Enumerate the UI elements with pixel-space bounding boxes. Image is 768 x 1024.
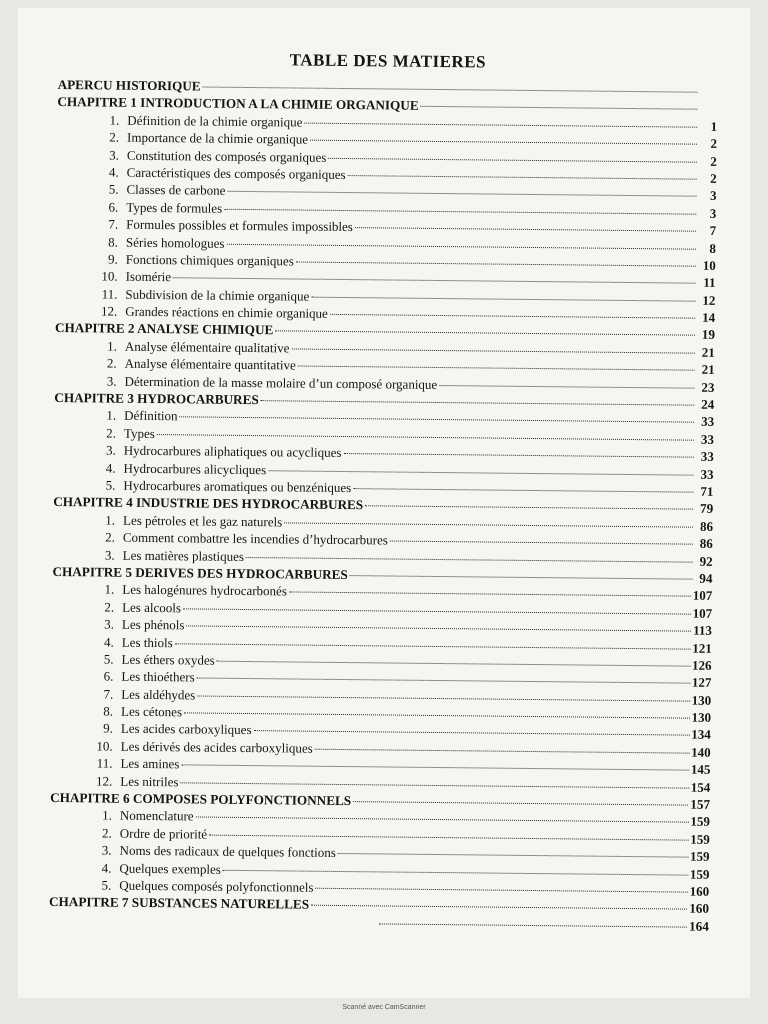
toc-list [49, 76, 718, 935]
dot-leader [289, 592, 691, 597]
dot-leader [180, 417, 695, 423]
toc-label: Les phénols [121, 616, 185, 633]
toc-label: Formules possibles et formules impossibles [126, 216, 354, 235]
toc-item-number: 4. [101, 860, 112, 876]
toc-item-number: 1. [107, 338, 117, 354]
dot-leader [315, 749, 689, 754]
table-of-contents [49, 48, 718, 935]
toc-page-number: 2 [710, 153, 717, 169]
dot-leader [343, 453, 693, 458]
toc-label: Les thiols [121, 634, 173, 650]
toc-item-number: 2. [106, 425, 117, 441]
dot-leader [365, 506, 693, 510]
dot-leader [261, 400, 695, 406]
toc-label: Classes de carbone [126, 182, 226, 199]
toc-item-number: 8. [108, 234, 119, 250]
toc-label: Les aldéhydes [121, 686, 196, 703]
toc-page-number: 160 [689, 901, 710, 917]
toc-label: Analyse élémentaire quantitative [124, 355, 296, 373]
toc-page-number: 130 [691, 709, 712, 725]
dot-leader [421, 106, 698, 110]
toc-item-number: 9. [107, 251, 118, 267]
toc-label: Hydrocarbures alicycliques [123, 460, 267, 477]
toc-item-number: 8. [103, 703, 114, 719]
scanned-page [18, 8, 750, 998]
toc-label: Définition [124, 408, 178, 424]
toc-item-number: 4. [108, 164, 119, 180]
toc-label: Les matières plastiques [122, 547, 245, 564]
dot-leader [390, 541, 693, 545]
toc-page-number: 140 [691, 744, 711, 760]
toc-label: Subdivision de la chimie organique [125, 286, 310, 304]
scanner-watermark: Scanné avec CamScanner [342, 1004, 426, 1011]
toc-item-number: 2. [101, 825, 112, 841]
toc-label: Ordre de priorité [119, 825, 208, 842]
toc-page-number: 157 [690, 796, 711, 812]
dot-leader [353, 801, 688, 806]
toc-page-number: 23 [701, 379, 715, 395]
dot-leader [439, 385, 694, 389]
toc-item-number: 12. [96, 773, 113, 789]
toc-page-number: 2 [710, 136, 718, 152]
toc-label: Types de formules [126, 199, 223, 216]
toc-page-number: 94 [699, 570, 713, 586]
toc-page-number: 159 [689, 866, 710, 882]
toc-label: Les alcools [122, 599, 182, 616]
dot-leader [379, 923, 687, 927]
toc-item-number: 6. [108, 199, 119, 215]
toc-label: CHAPITRE 4 INDUSTRIE DES HYDROCARBURES [53, 494, 364, 513]
toc-label: Quelques composés polyfonctionnels [119, 877, 314, 895]
toc-label: Comment combattre les incendies d’hydrocarbures [122, 529, 388, 548]
dot-leader [291, 348, 694, 353]
dot-leader [184, 712, 689, 718]
toc-label: CHAPITRE 2 ANALYSE CHIMIQUE [54, 320, 274, 338]
toc-page-number: 86 [699, 518, 714, 534]
toc-label: Hydrocarbures aliphatiques ou acycliques [123, 442, 342, 461]
toc-item-number: 7. [103, 686, 114, 702]
dot-leader [304, 122, 697, 127]
toc-page-number: 10 [702, 257, 716, 273]
dot-leader [355, 227, 696, 232]
toc-item-number: 10. [101, 268, 118, 284]
toc-item-number: 3. [104, 547, 115, 563]
toc-item-number: 7. [108, 216, 119, 232]
dot-leader [298, 366, 695, 371]
toc-label: Détermination de la masse molaire d’un composé organique [124, 373, 438, 392]
toc-item-number: 4. [103, 634, 114, 650]
toc-item-number: 1. [104, 581, 115, 597]
toc-label: Importance de la chimie organique [126, 129, 309, 147]
toc-item-number: 2. [105, 529, 115, 545]
dot-leader [275, 331, 695, 336]
toc-item-number: 3. [105, 442, 116, 458]
dot-leader [254, 731, 690, 737]
toc-label: APERCU HISTORIQUE [57, 76, 201, 94]
toc-page-number: 127 [691, 674, 712, 691]
toc-page-number: 160 [689, 883, 710, 899]
toc-page-number: 71 [700, 483, 714, 499]
toc-page-number: 21 [701, 362, 715, 378]
toc-item-number: 6. [103, 668, 114, 684]
toc-label: Hydrocarbures aromatiques ou benzéniques [123, 477, 352, 496]
toc-label: Les dérivés des acides carboxyliques [120, 738, 313, 756]
toc-page-number: 8 [709, 240, 717, 256]
toc-label: Séries homologues [125, 234, 225, 251]
toc-page-number: 159 [690, 814, 711, 830]
toc-page-number: 107 [692, 588, 713, 604]
toc-page-number: 21 [701, 344, 715, 360]
toc-page-number: 121 [692, 640, 712, 656]
dot-leader [311, 905, 687, 910]
dot-leader [310, 140, 697, 145]
toc-item-number: 11. [101, 286, 118, 302]
dot-leader [180, 782, 688, 788]
toc-label: Les halogénures hydrocarbonés [122, 582, 288, 599]
dot-leader [348, 175, 697, 180]
dot-leader [224, 208, 696, 214]
toc-item-number: 10. [96, 738, 113, 754]
toc-item-number: 3. [101, 842, 112, 858]
toc-label: Caractéristiques des composés organiques [126, 164, 346, 182]
dot-leader [173, 278, 695, 284]
toc-item-number: 3. [109, 147, 119, 163]
dot-leader [223, 869, 688, 875]
toc-page-number: 159 [690, 831, 710, 847]
toc-item-number: 3. [106, 373, 117, 389]
dot-leader [227, 243, 696, 249]
toc-page-number: 145 [690, 761, 711, 778]
toc-label: Les nitriles [120, 773, 179, 789]
toc-page-number: 113 [693, 622, 713, 638]
dot-leader [197, 695, 689, 701]
dot-leader [203, 87, 698, 93]
toc-page-number: 130 [691, 692, 712, 708]
toc-page-number: 11 [703, 275, 716, 291]
toc-page-number: 3 [709, 205, 717, 221]
toc-label: Fonctions chimiques organiques [125, 251, 294, 269]
toc-label: Noms des radicaux de quelques fonctions [119, 842, 336, 861]
toc-label: Les acides carboxyliques [120, 721, 252, 738]
toc-label: CHAPITRE 7 SUBSTANCES NATURELLES [48, 894, 310, 913]
dot-leader [268, 470, 693, 475]
toc-page-number: 159 [689, 848, 710, 865]
toc-page-number: 79 [699, 501, 714, 517]
toc-page-number: 164 [688, 918, 709, 934]
dot-leader [157, 434, 694, 441]
toc-label: Isomérie [125, 269, 172, 285]
toc-label: CHAPITRE 1 INTRODUCTION A LA CHIMIE ORGANIQUE [57, 94, 419, 114]
toc-label: Analyse élémentaire qualitative [124, 338, 290, 356]
dot-leader [328, 157, 697, 162]
toc-item-number: 1. [105, 512, 116, 528]
dot-leader [350, 575, 693, 580]
toc-label: Les thioéthers [121, 668, 195, 685]
toc-item-number: 5. [103, 651, 114, 667]
toc-item-number: 5. [101, 877, 112, 893]
toc-page-number: 2 [710, 170, 717, 186]
toc-label: Types [123, 425, 155, 441]
dot-leader [315, 888, 687, 893]
dot-leader [217, 661, 690, 667]
toc-label: Nomenclature [119, 808, 194, 824]
toc-page-number: 3 [709, 188, 717, 204]
toc-item-number: 12. [100, 303, 118, 319]
toc-item-number: 1. [106, 407, 117, 424]
toc-page-number: 154 [690, 779, 711, 795]
toc-page-number: 33 [700, 448, 714, 465]
dot-leader [246, 557, 693, 563]
toc-label: Définition de la chimie organique [127, 112, 303, 130]
toc-label: Quelques exemples [119, 860, 221, 877]
toc-item-number: 2. [106, 355, 117, 371]
toc-page-number: 107 [692, 605, 713, 621]
toc-item-number: 3. [104, 616, 115, 632]
toc-label: CHAPITRE 5 DERIVES DES HYDROCARBURES [52, 563, 348, 583]
toc-item-number: 2. [104, 599, 115, 615]
dot-leader [196, 817, 689, 823]
toc-page-number: 134 [691, 727, 711, 743]
page-title: TABLE DES MATIERES [289, 50, 487, 72]
dot-leader [311, 296, 695, 301]
dot-leader [330, 314, 695, 319]
toc-item-number: 1. [109, 112, 120, 128]
toc-item-number: 4. [105, 460, 116, 476]
toc-item-number: 2. [109, 129, 120, 145]
toc-label: CHAPITRE 3 HYDROCARBURES [54, 390, 259, 408]
toc-page-number: 33 [701, 414, 715, 430]
toc-item-number: 9. [103, 720, 113, 737]
toc-page-number: 12 [702, 292, 716, 308]
dot-leader [227, 191, 696, 197]
dot-leader [197, 678, 690, 684]
dot-leader [209, 834, 688, 840]
toc-page-number: 19 [701, 327, 716, 343]
dot-leader [183, 608, 691, 614]
toc-label: Constitution des composés organiques [126, 147, 327, 165]
toc-item-number: 11. [96, 755, 113, 771]
toc-item-number: 1. [102, 807, 113, 824]
toc-page-number: 24 [701, 396, 715, 412]
toc-page-number: 7 [709, 222, 717, 239]
dot-leader [353, 488, 693, 493]
toc-page-number: 33 [700, 466, 714, 482]
dot-leader [338, 853, 688, 858]
toc-page-number: 86 [699, 535, 713, 552]
dot-leader [186, 625, 691, 631]
toc-page-number: 1 [710, 118, 718, 134]
toc-label: Grandes réactions en chimie organique [125, 303, 328, 321]
dot-leader [181, 765, 689, 771]
toc-page-number: 14 [702, 309, 716, 325]
dot-leader [284, 522, 693, 527]
toc-page-number: 92 [699, 553, 713, 569]
toc-item-number: 5. [105, 477, 116, 493]
toc-label: Les cétones [120, 703, 183, 720]
toc-page-number: 126 [691, 657, 712, 673]
toc-label: Les amines [120, 755, 180, 772]
toc-label: Les éthers oxydes [121, 651, 215, 668]
dot-leader [296, 261, 696, 266]
toc-label: Les pétroles et les gaz naturels [122, 512, 283, 530]
toc-item-number: 5. [108, 181, 119, 197]
toc-label: CHAPITRE 6 COMPOSES POLYFONCTIONNELS [50, 789, 352, 809]
dot-leader [175, 643, 691, 649]
toc-page-number: 33 [700, 431, 715, 447]
